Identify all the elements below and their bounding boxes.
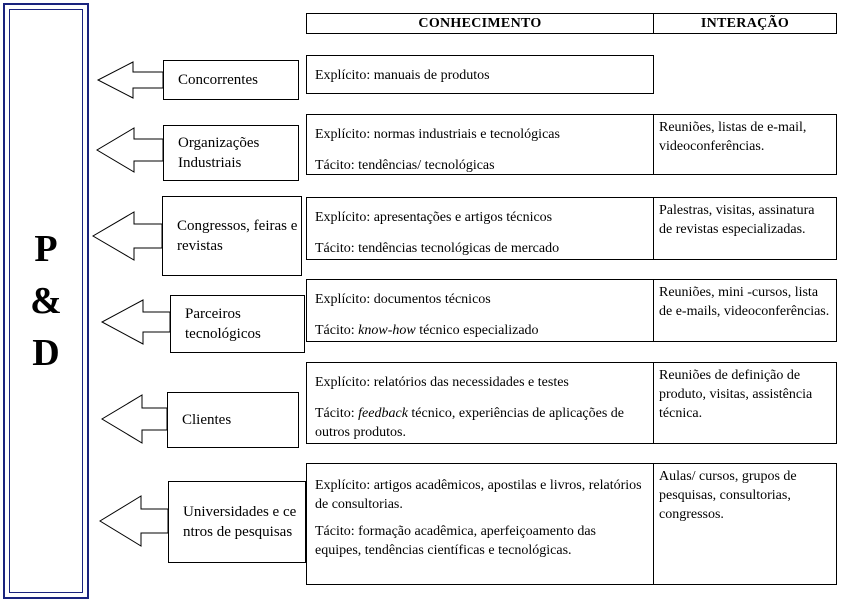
tacit-text: Tácito: formação acadêmica, aperfeiçoamento das equipes, tendências científicas e tecnológicas. bbox=[315, 524, 597, 558]
arrow-icon bbox=[97, 128, 163, 172]
source-concorrentes bbox=[163, 60, 299, 100]
interaction-congressos: Palestras, visitas, assinatura de revistas especializadas. bbox=[653, 197, 837, 260]
explicit-text: Explícito: artigos acadêmicos, apostilas e livros, relatórios de consultorias. bbox=[315, 478, 642, 512]
header-knowledge: CONHECIMENTO bbox=[306, 13, 654, 34]
tacit-emphasis: feedback bbox=[358, 406, 408, 421]
pd-letter-p: P bbox=[34, 228, 58, 270]
tacit-emphasis: know-how bbox=[358, 323, 416, 338]
knowledge-clientes bbox=[306, 362, 654, 444]
source-label: Congressos, feiras e revistas bbox=[177, 218, 298, 254]
source-parceiros bbox=[170, 295, 305, 353]
tacit-text: Tácito: tendências tecnológicas de mercado bbox=[315, 241, 560, 256]
header-interaction: INTERAÇÃO bbox=[653, 13, 837, 34]
arrow-icon bbox=[100, 496, 168, 546]
explicit-text: Explícito: manuais de produtos bbox=[315, 68, 490, 83]
source-clientes bbox=[167, 392, 299, 448]
source-label: Concorrentes bbox=[178, 72, 258, 88]
interaction-parceiros: Reuniões, mini -cursos, lista de e-mails, videoconferências. bbox=[653, 279, 837, 342]
tacit-suffix: técnico, experiências de aplicações de outros produtos. bbox=[315, 406, 625, 440]
tacit-text: Tácito: tendências/ tecnológicas bbox=[315, 158, 495, 173]
knowledge-parceiros bbox=[306, 279, 654, 342]
source-organizacoes bbox=[163, 125, 299, 181]
arrow-icon bbox=[93, 212, 162, 260]
source-label: Universidades e centros de pesquisas bbox=[183, 504, 297, 540]
knowledge-organizacoes bbox=[306, 114, 654, 175]
tacit-prefix: Tácito: bbox=[315, 323, 359, 338]
tacit-text bbox=[315, 404, 645, 442]
tacit-suffix: técnico especializado bbox=[415, 323, 539, 338]
interaction-organizacoes: Reuniões, listas de e-mail, videoconferências. bbox=[653, 114, 837, 175]
explicit-text: Explícito: relatórios das necessidades e testes bbox=[315, 375, 569, 390]
interaction-universidades: Aulas/ cursos, grupos de pesquisas, consultorias, congressos. bbox=[653, 463, 837, 585]
knowledge-universidades bbox=[306, 463, 654, 585]
knowledge-congressos bbox=[306, 197, 654, 260]
interaction-clientes: Reuniões de definição de produto, visitas, assistência técnica. bbox=[653, 362, 837, 444]
source-congressos bbox=[162, 196, 302, 276]
knowledge-concorrentes bbox=[306, 55, 654, 94]
tacit-text bbox=[315, 321, 645, 340]
explicit-text: Explícito: apresentações e artigos técnicos bbox=[315, 210, 553, 225]
source-universidades bbox=[168, 481, 306, 563]
arrow-icon bbox=[98, 62, 163, 98]
source-label: Clientes bbox=[182, 412, 232, 428]
pd-letter-d: D bbox=[32, 332, 60, 374]
source-label: Organizações Industriais bbox=[178, 135, 260, 171]
tacit-prefix: Tácito: bbox=[315, 406, 359, 421]
explicit-text: Explícito: documentos técnicos bbox=[315, 292, 491, 307]
explicit-text: Explícito: normas industriais e tecnológicas bbox=[315, 127, 560, 142]
source-label: Parceiros tecnológicos bbox=[185, 306, 261, 342]
arrow-icon bbox=[102, 300, 170, 344]
arrow-icon bbox=[102, 395, 167, 443]
pd-ampersand: & bbox=[30, 280, 62, 322]
